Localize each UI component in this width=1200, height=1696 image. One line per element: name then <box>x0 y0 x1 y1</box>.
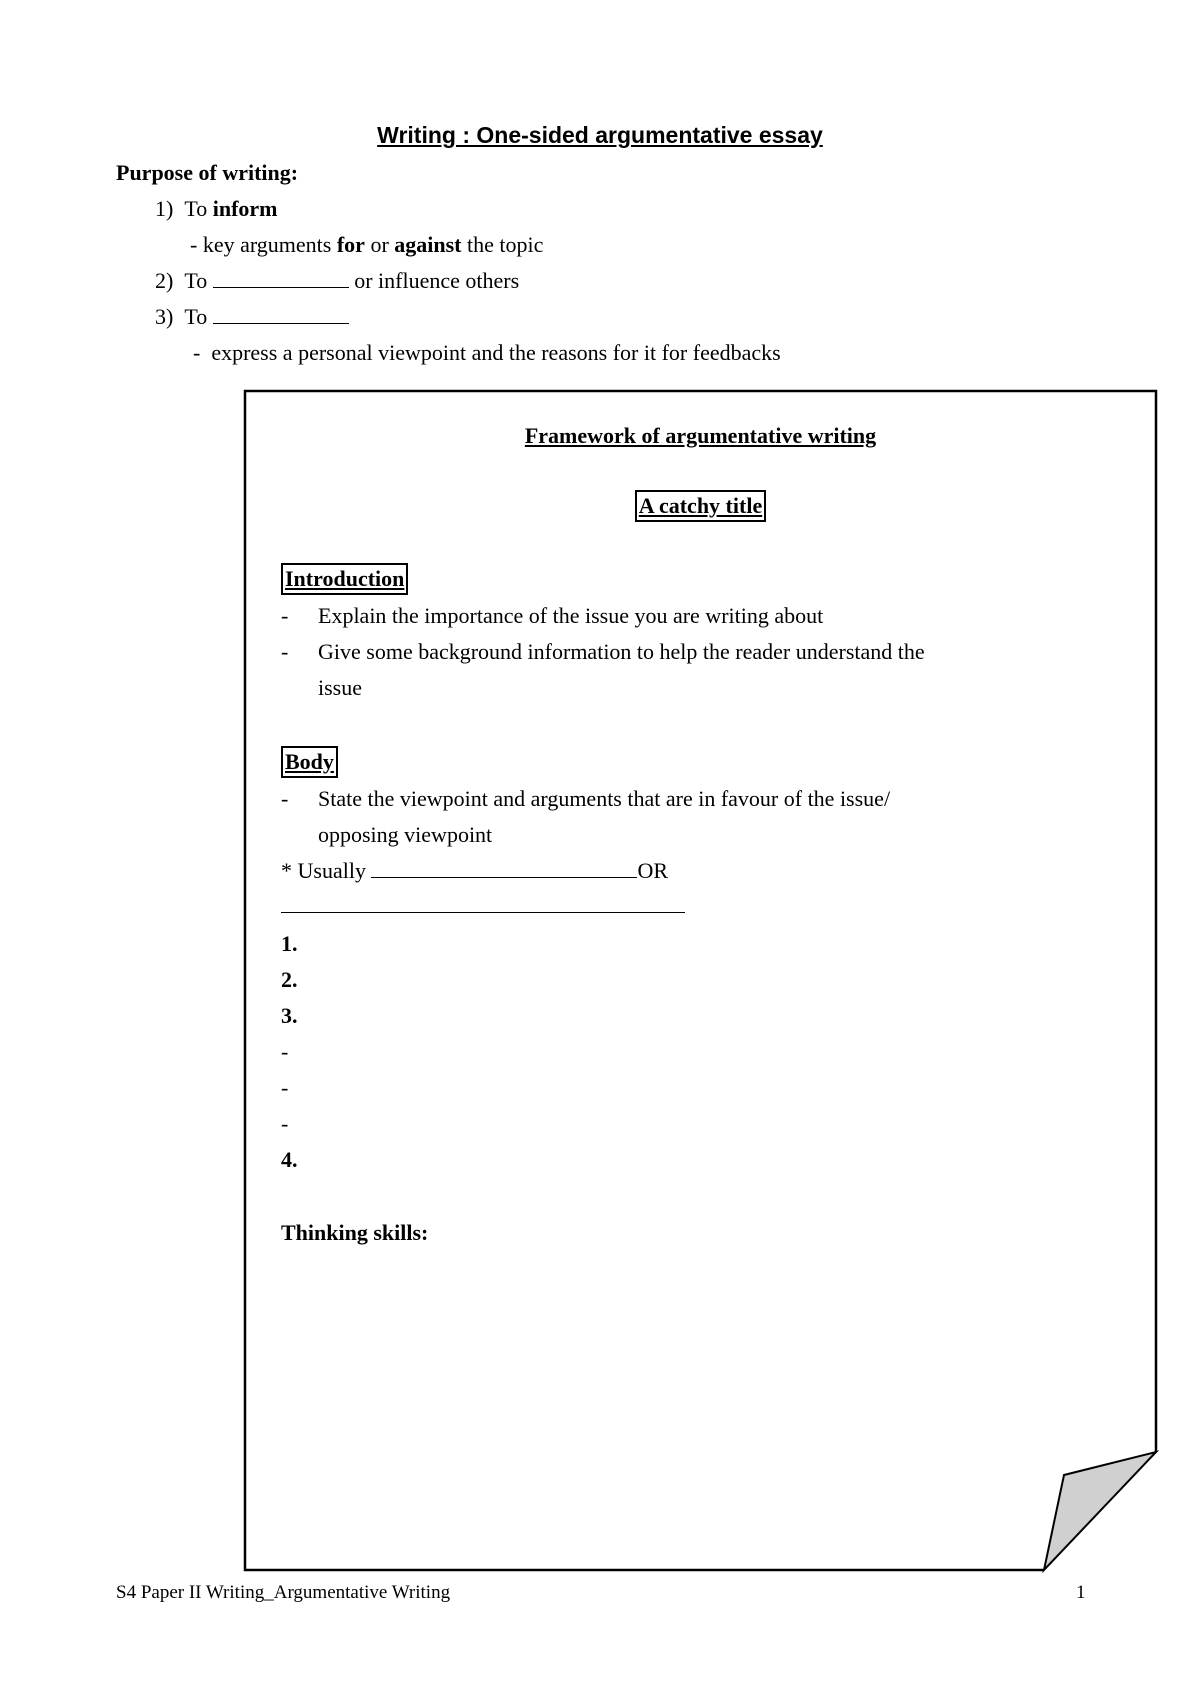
purpose-label: Purpose of writing: <box>116 160 299 185</box>
purpose-item-1 <box>155 191 278 227</box>
body-point-1-text-cont: opposing viewpoint <box>318 822 493 847</box>
body-label: Body <box>281 746 338 778</box>
item-prefix: To <box>184 196 213 221</box>
body-dash-2: - <box>281 1075 289 1100</box>
page-heading: Writing : One-sided argumentative essay <box>377 122 823 148</box>
sub-against: against <box>394 232 462 257</box>
usually-suffix: OR <box>637 858 669 883</box>
intro-point-2-text-cont: issue <box>318 675 362 700</box>
intro-point-1-text: Explain the importance of the issue you are writing about <box>318 603 824 628</box>
sub-text: express a personal viewpoint and the reasons for it for feedbacks <box>211 340 781 365</box>
item-number: 1) <box>155 196 174 221</box>
item-prefix: To <box>184 304 213 329</box>
footer-left: S4 Paper II Writing_Argumentative Writing <box>116 1582 451 1603</box>
purpose-item-3 <box>155 299 349 335</box>
introduction-row <box>281 561 408 597</box>
body-point-1-text: State the viewpoint and arguments that are in favour of the issue/ <box>318 786 891 811</box>
item-number: 3) <box>155 304 174 329</box>
thinking-skills-label: Thinking skills: <box>281 1220 429 1245</box>
sub-tail: the topic <box>461 232 544 257</box>
fill-in-blank-line <box>281 912 685 913</box>
item-prefix: To <box>184 268 213 293</box>
usually-line <box>281 853 668 889</box>
sub-for: for <box>336 232 365 257</box>
body-row <box>281 744 338 780</box>
body-num-1: 1. <box>281 931 298 956</box>
bullet-dash: - <box>281 786 289 811</box>
purpose-item-2 <box>155 263 519 299</box>
intro-point-2-text: Give some background information to help the reader understand the <box>318 639 925 664</box>
body-point-1 <box>281 781 288 817</box>
catchy-title-row <box>245 488 1156 524</box>
item-bold: inform <box>212 196 278 221</box>
body-num-4: 4. <box>281 1147 298 1172</box>
item-suffix: or influence others <box>348 268 520 293</box>
item-number: 2) <box>155 268 174 293</box>
purpose-item-1-sub <box>190 227 543 263</box>
introduction-label: Introduction <box>281 563 408 595</box>
intro-point-1 <box>281 598 288 634</box>
intro-point-2 <box>281 634 288 670</box>
purpose-item-3-sub <box>193 335 781 371</box>
page-curl <box>1044 1452 1156 1570</box>
bullet-dash: - <box>281 603 289 628</box>
fill-in-blank <box>213 303 349 324</box>
sub-dash: - <box>193 340 201 365</box>
sub-or: or <box>364 232 395 257</box>
framework-title: Framework of argumentative writing <box>524 423 877 448</box>
fill-in-blank <box>371 857 637 878</box>
page-number: 1 <box>1076 1582 1086 1603</box>
bullet-dash: - <box>281 639 289 664</box>
body-num-3: 3. <box>281 1003 298 1028</box>
body-num-2: 2. <box>281 967 298 992</box>
body-dash-3: - <box>281 1111 289 1136</box>
fill-in-blank <box>213 267 349 288</box>
sub-dash: - key arguments <box>190 232 337 257</box>
catchy-title-box: A catchy title <box>635 490 766 522</box>
usually-prefix: * Usually <box>281 858 372 883</box>
body-dash-1: - <box>281 1039 289 1064</box>
